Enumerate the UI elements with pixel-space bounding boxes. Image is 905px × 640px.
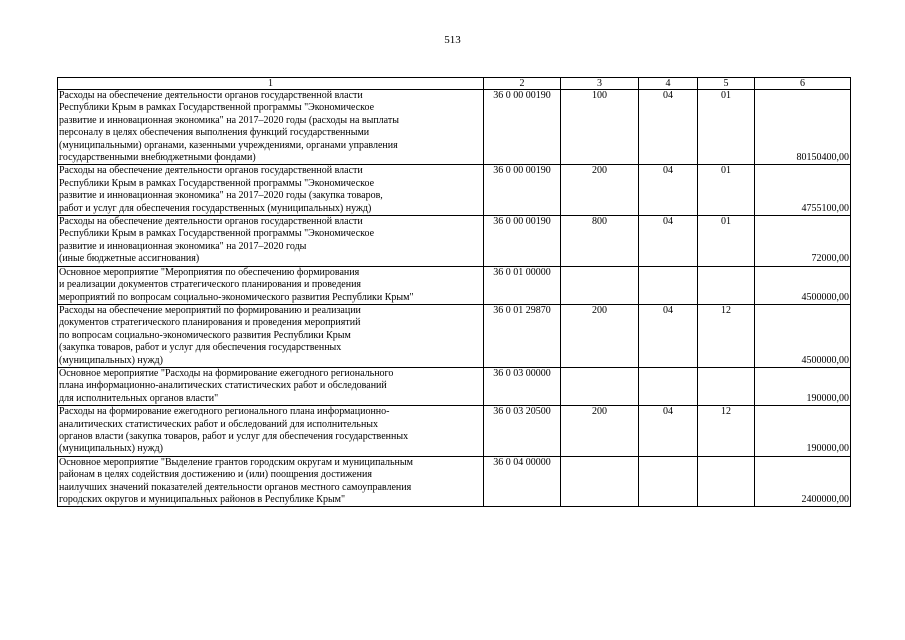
row-code-cell: 36 0 01 29870	[484, 304, 561, 367]
row-code-cell: 36 0 01 00000	[484, 266, 561, 304]
table-row	[58, 406, 851, 457]
row-section-cell: 04	[639, 216, 698, 267]
row-section-cell: 04	[639, 406, 698, 457]
row-name-cell: Основное мероприятие "Расходы на формирование ежегодного регионального плана информационно-аналитических статистических работ и обследований для исполнительных органов власти"	[58, 367, 484, 405]
header-cell-3: 3	[561, 78, 639, 90]
row-subsection-cell	[698, 456, 755, 507]
row-subsection-cell: 01	[698, 90, 755, 165]
header-cell-1: 1	[58, 78, 484, 90]
table-row	[58, 367, 851, 405]
row-code-cell: 36 0 00 00190	[484, 90, 561, 165]
row-section-cell	[639, 456, 698, 507]
row-name-cell: Расходы на обеспечение деятельности органов государственной власти Республики Крым в рамках Государственной программы "Экономическое развитие и инновационная экономика" на 2017–2020 годы (закупка товаров, работ и услуг для обеспечения государственных (муниципальных) нужд)	[58, 165, 484, 216]
page-number: 513	[444, 34, 461, 46]
table-row	[58, 165, 851, 216]
header-cell-5: 5	[698, 78, 755, 90]
row-expense-type-cell	[561, 456, 639, 507]
row-section-cell	[639, 266, 698, 304]
budget-table	[57, 77, 851, 507]
row-amount-cell: 80150400,00	[755, 90, 851, 165]
row-expense-type-cell	[561, 367, 639, 405]
row-expense-type-cell: 200	[561, 165, 639, 216]
row-amount-cell: 4500000,00	[755, 266, 851, 304]
row-subsection-cell	[698, 367, 755, 405]
row-amount-cell: 190000,00	[755, 406, 851, 457]
header-row	[58, 78, 851, 90]
row-subsection-cell: 01	[698, 165, 755, 216]
row-expense-type-cell: 200	[561, 406, 639, 457]
row-name-cell: Основное мероприятие "Выделение грантов городским округам и муниципальным районам в целях содействия достижению и (или) поощрения достижения наилучших значений показателей деятельности органов местного самоуправления городских округов и муниципальных районов в Республике Крым"	[58, 456, 484, 507]
row-subsection-cell: 12	[698, 304, 755, 367]
row-section-cell: 04	[639, 165, 698, 216]
row-code-cell: 36 0 00 00190	[484, 216, 561, 267]
row-name-cell: Основное мероприятие "Мероприятия по обеспечению формирования и реализации документов стратегического планирования и проведения мероприятий по вопросам социально-экономического развития Республики Крым"	[58, 266, 484, 304]
row-amount-cell: 72000,00	[755, 216, 851, 267]
header-cell-4: 4	[639, 78, 698, 90]
table-row	[58, 90, 851, 165]
row-expense-type-cell	[561, 266, 639, 304]
row-code-cell: 36 0 03 00000	[484, 367, 561, 405]
row-code-cell: 36 0 04 00000	[484, 456, 561, 507]
row-amount-cell: 190000,00	[755, 367, 851, 405]
header-cell-2: 2	[484, 78, 561, 90]
row-subsection-cell: 12	[698, 406, 755, 457]
row-subsection-cell: 01	[698, 216, 755, 267]
row-code-cell: 36 0 03 20500	[484, 406, 561, 457]
row-name-cell: Расходы на формирование ежегодного регионального плана информационно- аналитических статистических работ и обследований для исполнительных органов власти (закупка товаров, работ и услуг для обеспечения государственных (муниципальных) нужд)	[58, 406, 484, 457]
table-row	[58, 216, 851, 267]
row-section-cell: 04	[639, 304, 698, 367]
row-name-cell: Расходы на обеспечение деятельности органов государственной власти Республики Крым в рамках Государственной программы "Экономическое развитие и инновационная экономика" на 2017–2020 годы (расходы на выплаты персоналу в целях обеспечения выполнения функций государственными (муниципальными) органами, казенными учреждениями, органами управления государственными внебюджетными фондами)	[58, 90, 484, 165]
row-expense-type-cell: 200	[561, 304, 639, 367]
row-subsection-cell	[698, 266, 755, 304]
table-row	[58, 456, 851, 507]
row-code-cell: 36 0 00 00190	[484, 165, 561, 216]
row-name-cell: Расходы на обеспечение деятельности органов государственной власти Республики Крым в рамках Государственной программы "Экономическое развитие и инновационная экономика" на 2017–2020 годы (иные бюджетные ассигнования)	[58, 216, 484, 267]
row-amount-cell: 2400000,00	[755, 456, 851, 507]
row-amount-cell: 4500000,00	[755, 304, 851, 367]
header-cell-6: 6	[755, 78, 851, 90]
row-section-cell: 04	[639, 90, 698, 165]
row-expense-type-cell: 100	[561, 90, 639, 165]
table-row	[58, 304, 851, 367]
row-amount-cell: 4755100,00	[755, 165, 851, 216]
row-expense-type-cell: 800	[561, 216, 639, 267]
row-name-cell: Расходы на обеспечение мероприятий по формированию и реализации документов стратегического планирования и проведения мероприятий по вопросам социально-экономического развития Республики Крым (закупка товаров, работ и услуг для обеспечения государственных (муниципальных) нужд)	[58, 304, 484, 367]
row-section-cell	[639, 367, 698, 405]
table-row	[58, 266, 851, 304]
